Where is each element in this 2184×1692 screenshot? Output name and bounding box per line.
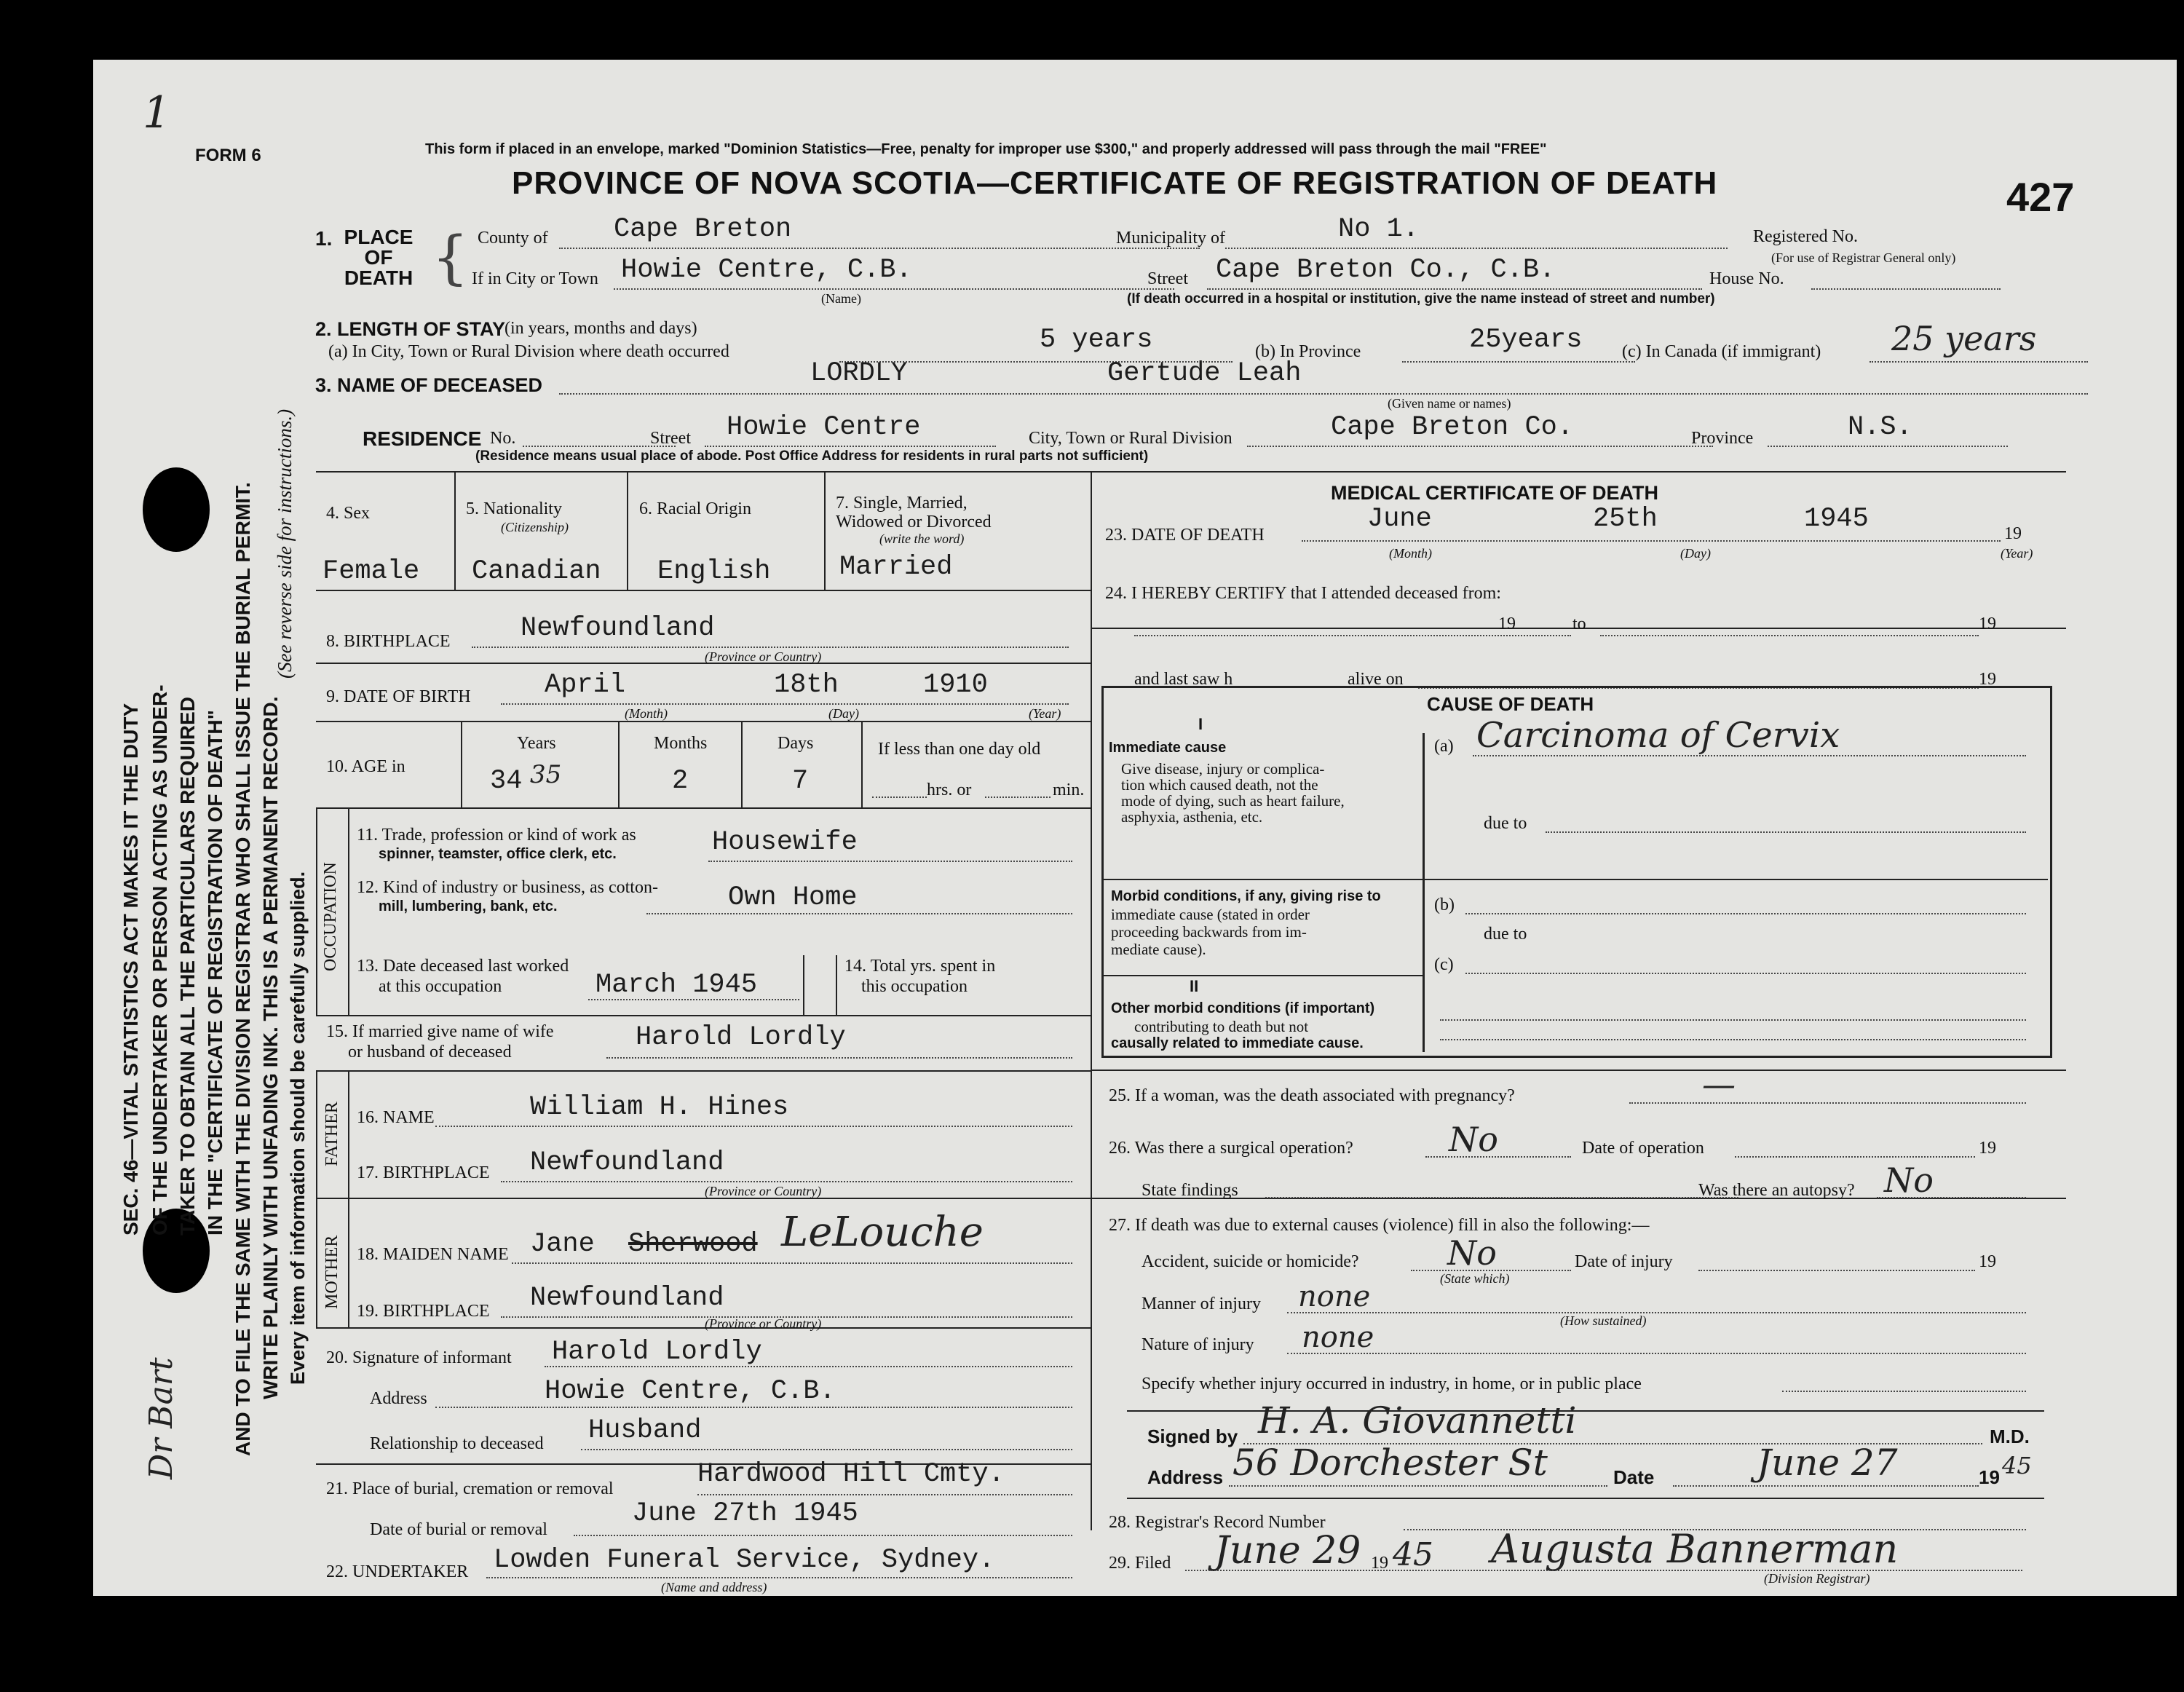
dob-day-caption: (Day) — [828, 706, 859, 721]
filed-year: 45 — [1393, 1536, 1433, 1573]
relationship-label: Relationship to deceased — [370, 1434, 544, 1453]
signed-by-value: H. A. Giovannetti — [1258, 1399, 1577, 1442]
brace: { — [432, 224, 469, 291]
residence-no-label: No. — [490, 429, 516, 448]
residence-street-value: Howie Centre — [727, 412, 921, 443]
spouse-label-1: 15. If married give name of wife — [326, 1022, 554, 1041]
deceased-surname: LORDLY — [810, 358, 908, 389]
informant-sig-label: 20. Signature of informant — [326, 1348, 512, 1367]
immediate-desc-4: asphyxia, asthenia, etc. — [1121, 808, 1263, 826]
side-instruction-7: Every item of information should be carefully supplied. — [287, 871, 309, 1385]
father-birthplace-value: Newfoundland — [530, 1147, 724, 1178]
informant-address: Howie Centre, C.B. — [545, 1376, 836, 1407]
q25-value: — — [1702, 1064, 1736, 1104]
father-name-value: William H. Hines — [530, 1092, 789, 1123]
medical-heading: MEDICAL CERTIFICATE OF DEATH — [1331, 482, 1658, 504]
signed-year-value: 45 — [2002, 1452, 2032, 1479]
immediate-desc-2: tion which caused death, not the — [1121, 776, 1318, 794]
nature-of-injury-label: Nature of injury — [1142, 1335, 1254, 1354]
q27-label: 27. If death was due to external causes (violence) fill in also the following:— — [1109, 1216, 1650, 1235]
date-of-operation-label: Date of operation — [1582, 1139, 1704, 1158]
hospital-note: (If death occurred in a hospital or institution, give the name instead of street and number) — [1127, 291, 1715, 307]
burial-place-label: 21. Place of burial, cremation or removal — [326, 1479, 614, 1498]
nature-of-injury-value: none — [1302, 1321, 1374, 1354]
length-of-stay-label: 2. LENGTH OF STAY — [315, 318, 506, 340]
residence-street-label: Street — [650, 429, 691, 448]
side-instruction-5: AND TO FILE THE SAME WITH THE DIVISION REGISTRAR WHO SHALL ISSUE THE BURIAL PERMIT. — [232, 482, 254, 1456]
registered-no-label: Registered No. — [1753, 227, 1858, 246]
filed-year-prefix: 19 — [1371, 1554, 1388, 1573]
page-title: PROVINCE OF NOVA SCOTIA—CERTIFICATE OF REGISTRATION OF DEATH — [512, 165, 1718, 201]
certify-from-nineteen: 19 — [1498, 614, 1516, 633]
roman-one: I — [1198, 715, 1203, 733]
form-number: FORM 6 — [195, 146, 261, 165]
maiden-name-label: 18. MAIDEN NAME — [357, 1245, 509, 1264]
how-sustained-caption: (How sustained) — [1560, 1313, 1647, 1328]
nationality-value: Canadian — [472, 556, 601, 587]
dod-nineteen: 19 — [2004, 524, 2022, 543]
punch-hole-top — [143, 467, 210, 552]
racial-origin-value: English — [657, 556, 771, 587]
age-years-correction: 35 — [530, 760, 562, 789]
father-birthplace-label: 17. BIRTHPLACE — [357, 1163, 490, 1182]
dob-year: 1910 — [923, 670, 988, 700]
county-label: County of — [478, 229, 548, 248]
residence-city-label: City, Town or Rural Division — [1029, 429, 1233, 448]
last-saw-nineteen: 19 — [1979, 670, 1996, 689]
signer-address-value: 56 Dorchester St — [1233, 1442, 1548, 1484]
relationship-value: Husband — [588, 1415, 702, 1446]
side-instruction-8: (See reverse side for instructions.) — [274, 408, 296, 679]
signed-date-value: June 27 — [1757, 1442, 1898, 1484]
racial-origin-label: 6. Racial Origin — [639, 499, 751, 518]
undertaker-value: Lowden Funeral Service, Sydney. — [494, 1545, 995, 1576]
dod-year-caption: (Year) — [2001, 546, 2033, 561]
undertaker-caption: (Name and address) — [661, 1580, 767, 1594]
last-worked-label-1: 13. Date deceased last worked — [357, 957, 569, 976]
last-saw-label: and last saw h — [1134, 670, 1233, 689]
sex-value: Female — [323, 556, 420, 587]
trade-label-1: 11. Trade, profession or kind of work as — [357, 826, 636, 845]
residence-note: (Residence means usual place of abode. Post Office Address for residents in rural parts not sufficient) — [475, 448, 1149, 464]
maiden-struck: Sherwood — [628, 1229, 758, 1260]
dob-month: April — [545, 670, 626, 700]
marital-label-1: 7. Single, Married, — [836, 494, 968, 513]
burial-date-label: Date of burial or removal — [370, 1520, 547, 1539]
marital-label-3: (write the word) — [879, 531, 965, 546]
dod-day: 25th — [1593, 504, 1658, 534]
residence-province-value: N.S. — [1848, 412, 1912, 443]
trade-value: Housewife — [712, 827, 858, 858]
manner-of-injury-value: none — [1298, 1280, 1371, 1313]
stay-canada-value: 25 years — [1891, 319, 2037, 358]
dob-month-caption: (Month) — [625, 706, 668, 721]
dob-year-caption: (Year) — [1029, 706, 1061, 721]
less-than-label: If less than one day old — [878, 740, 1041, 759]
dod-month-caption: (Month) — [1389, 546, 1432, 561]
immediate-desc-3: mode of dying, such as heart failure, — [1121, 792, 1345, 810]
deceased-label: 3. NAME OF DECEASED — [315, 374, 543, 396]
accident-label: Accident, suicide or homicide? — [1142, 1252, 1359, 1271]
undertaker-label: 22. UNDERTAKER — [326, 1562, 469, 1581]
spouse-label-2: or husband of deceased — [348, 1043, 512, 1062]
burial-place-value: Hardwood Hill Cmty. — [697, 1459, 1005, 1490]
age-years-value: 34 — [490, 766, 523, 796]
roman-two: II — [1190, 977, 1199, 995]
trade-label-2: spinner, teamster, office clerk, etc. — [379, 846, 617, 862]
nationality-label: 5. Nationality — [466, 499, 562, 518]
due-to-2: due to — [1484, 925, 1527, 944]
side-instruction-4: IN THE "CERTIFICATE OF REGISTRATION OF DEATH" — [204, 710, 226, 1236]
manner-of-injury-label: Manner of injury — [1142, 1294, 1261, 1313]
morbid-label-3: proceeding backwards from im- — [1111, 923, 1307, 941]
signer-address-label: Address — [1147, 1466, 1224, 1488]
date-of-death-label: 23. DATE OF DEATH — [1105, 526, 1265, 545]
injury-nineteen: 19 — [1979, 1252, 1996, 1271]
total-years-label-1: 14. Total yrs. spent in — [844, 957, 996, 976]
county-value: Cape Breton — [614, 214, 792, 245]
marital-label-2: Widowed or Divorced — [836, 513, 992, 531]
residence-label: RESIDENCE — [363, 427, 482, 450]
street-label: Street — [1147, 269, 1188, 288]
cause-b-label: (b) — [1434, 896, 1455, 914]
death-certificate — [93, 60, 2177, 1596]
filed-date: June 29 — [1214, 1529, 1361, 1573]
city-value: Howie Centre, C.B. — [621, 255, 912, 285]
due-to-1: due to — [1484, 814, 1527, 833]
total-years-label-2: this occupation — [861, 977, 968, 996]
morbid-label-1: Morbid conditions, if any, giving rise to — [1111, 888, 1381, 904]
registrar-signature: Augusta Bannerman — [1491, 1526, 1899, 1572]
signed-date-label: Date — [1613, 1466, 1655, 1488]
stay-province-label: (b) In Province — [1255, 342, 1361, 361]
cause-c-label: (c) — [1434, 955, 1454, 974]
side-instruction-3: TAKER TO OBTAIN ALL THE PARTICULARS REQUIRED — [176, 697, 199, 1236]
cause-a-label: (a) — [1434, 737, 1454, 756]
father-side-label: FATHER — [323, 1102, 341, 1166]
informant-address-label: Address — [370, 1389, 427, 1408]
burial-date-value: June 27th 1945 — [632, 1498, 858, 1529]
father-birthplace-caption: (Province or Country) — [705, 1184, 822, 1198]
age-days-label: Days — [778, 734, 814, 753]
q29-label: 29. Filed — [1109, 1554, 1171, 1573]
side-instruction-6: WRITE PLAINLY WITH UNFADING INK. THIS IS A PERMANENT RECORD. — [259, 696, 282, 1399]
margin-note-handwritten: Dr Bart — [143, 1357, 180, 1479]
mother-birthplace-value: Newfoundland — [530, 1283, 724, 1313]
cause-heading: CAUSE OF DEATH — [1427, 693, 1594, 715]
spouse-value: Harold Lordly — [636, 1022, 846, 1053]
given-names-caption: (Given name or names) — [1388, 396, 1511, 411]
mother-side-label: MOTHER — [323, 1235, 341, 1309]
hrs-label: hrs. or — [927, 780, 972, 799]
operation-nineteen: 19 — [1979, 1139, 1996, 1158]
q26-value: No — [1449, 1120, 1498, 1159]
age-months-label: Months — [654, 734, 708, 753]
municipality-label: Municipality of — [1116, 229, 1225, 248]
registrar-caption: (Division Registrar) — [1764, 1571, 1870, 1586]
birthplace-value: Newfoundland — [521, 613, 715, 644]
registrar-note: (For use of Registrar General only) — [1771, 250, 1956, 265]
birthplace-label: 8. BIRTHPLACE — [326, 632, 451, 651]
morbid-label-4: mediate cause). — [1111, 941, 1206, 958]
age-years-label: Years — [517, 734, 556, 753]
dod-year: 1945 — [1804, 504, 1869, 534]
house-no-label: House No. — [1709, 269, 1784, 288]
side-instruction-1: SEC. 46—VITAL STATISTICS ACT MAKES IT THE DUTY — [119, 703, 142, 1236]
dod-day-caption: (Day) — [1680, 546, 1711, 561]
place-of-death-label: PLACE OF DEATH — [344, 226, 414, 289]
street-value: Cape Breton Co., C.B. — [1216, 255, 1556, 285]
immediate-cause-label: Immediate cause — [1109, 740, 1227, 756]
stay-city-value: 5 years — [1040, 325, 1153, 355]
stay-province-value: 25years — [1469, 325, 1583, 355]
birthplace-caption: (Province or Country) — [705, 649, 822, 664]
residence-province-label: Province — [1691, 429, 1754, 448]
registered-number: 427 — [2006, 174, 2075, 220]
dob-day: 18th — [774, 670, 839, 700]
mother-birthplace-caption: (Province or Country) — [705, 1316, 822, 1331]
specify-injury-label: Specify whether injury occurred in industry, in home, or in public place — [1142, 1375, 1642, 1393]
postal-notice: This form if placed in an envelope, marked "Dominion Statistics—Free, penalty for improper use $300," and properly addressed will pass through the mail "FREE" — [425, 141, 1547, 157]
name-caption: (Name) — [821, 291, 861, 306]
city-label: If in City or Town — [472, 269, 598, 288]
cause-a-value: Carcinoma of Cervix — [1476, 715, 1840, 756]
certify-label: 24. I HEREBY CERTIFY that I attended deceased from: — [1105, 584, 1501, 603]
industry-label-1: 12. Kind of industry or business, as cotton- — [357, 878, 658, 897]
mother-birthplace-label: 19. BIRTHPLACE — [357, 1302, 490, 1321]
accident-value: No — [1447, 1233, 1497, 1273]
q28-label: 28. Registrar's Record Number — [1109, 1513, 1326, 1532]
stay-city-label: (a) In City, Town or Rural Division where death occurred — [328, 342, 729, 361]
certify-to-nineteen: 19 — [1979, 614, 1996, 633]
signed-by-label: Signed by — [1147, 1426, 1238, 1447]
date-of-injury-label: Date of injury — [1575, 1252, 1673, 1271]
maiden-handwritten: LeLouche — [781, 1209, 984, 1256]
morbid-label-2: immediate cause (stated in order — [1111, 906, 1310, 923]
last-worked-value: March 1945 — [596, 970, 758, 1000]
length-of-stay-sub: (in years, months and days) — [505, 319, 697, 338]
age-days-value: 7 — [792, 766, 809, 796]
autopsy-value: No — [1884, 1161, 1934, 1200]
other-label-3: causally related to immediate cause. — [1111, 1035, 1364, 1051]
other-label-1: Other morbid conditions (if important) — [1111, 1000, 1375, 1016]
margin-mark: 1 — [143, 87, 171, 138]
stay-canada-label: (c) In Canada (if immigrant) — [1622, 342, 1821, 361]
occupation-side-label: OCCUPATION — [321, 862, 340, 971]
industry-label-2: mill, lumbering, bank, etc. — [379, 898, 558, 914]
sex-label: 4. Sex — [326, 504, 370, 523]
min-label: min. — [1053, 780, 1085, 799]
certify-to-label: to — [1572, 614, 1586, 633]
state-findings-label: State findings — [1142, 1181, 1238, 1200]
industry-value: Own Home — [728, 882, 858, 913]
signed-year-prefix: 19 — [1979, 1466, 2000, 1488]
dod-month: June — [1367, 504, 1432, 534]
nationality-caption: (Citizenship) — [501, 520, 569, 534]
father-name-label: 16. NAME — [357, 1108, 435, 1127]
state-which-caption: (State which) — [1440, 1271, 1510, 1286]
informant-signature: Harold Lordly — [552, 1337, 762, 1367]
place-of-death-num: 1. — [315, 227, 333, 250]
side-instruction-2: OF THE UNDERTAKER OR PERSON ACTING AS UNDER- — [149, 684, 171, 1236]
deceased-given-names: Gertude Leah — [1107, 358, 1302, 389]
q26-label: 26. Was there a surgical operation? — [1109, 1139, 1353, 1158]
q25-label: 25. If a woman, was the death associated with pregnancy? — [1109, 1086, 1515, 1105]
last-worked-label-2: at this occupation — [379, 977, 502, 996]
md-label: M.D. — [1990, 1426, 2030, 1447]
residence-city-value: Cape Breton Co. — [1331, 412, 1574, 443]
maiden-first: Jane — [530, 1229, 595, 1260]
age-label: 10. AGE in — [326, 757, 405, 776]
immediate-desc-1: Give disease, injury or complica- — [1121, 760, 1325, 778]
alive-on-label: alive on — [1348, 670, 1404, 689]
other-label-2: contributing to death but not — [1134, 1018, 1309, 1035]
municipality-value: No 1. — [1338, 214, 1420, 245]
marital-value: Married — [839, 552, 953, 582]
age-months-value: 2 — [672, 766, 689, 796]
autopsy-label: Was there an autopsy? — [1698, 1181, 1855, 1200]
dob-label: 9. DATE OF BIRTH — [326, 687, 471, 706]
